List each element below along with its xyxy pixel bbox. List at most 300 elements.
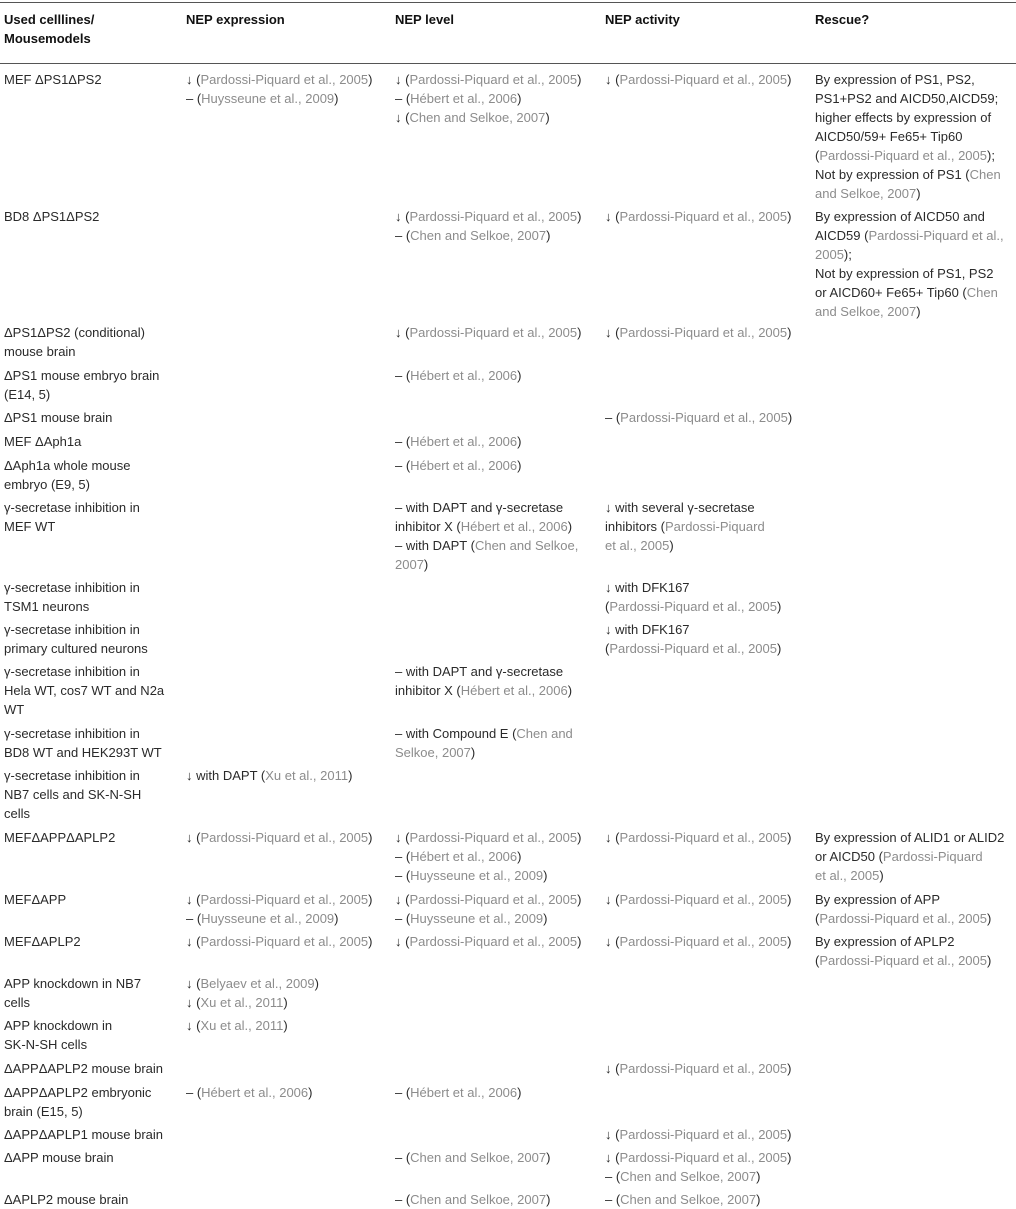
cell-line [395,536,605,555]
cell-text: ); [987,148,995,163]
cell-nep-level [395,932,605,951]
cell-text: MEFΔAPP [4,892,67,907]
cell-nep-expression [186,1016,386,1035]
cell-line [4,932,182,951]
cell-line [815,890,1015,909]
cell-text: ↓ ( [605,1061,620,1076]
cell-line [815,847,1015,866]
cell-text: ↓ with DAPT ( [186,768,266,783]
cell-text: ΔAPLP2 mouse brain [4,1192,129,1207]
citation-text: Pardossi-Piquard et al., 2005 [409,892,578,907]
cell-line [605,207,810,226]
cell-line [4,890,182,909]
cell-line [395,1083,605,1102]
header-bottom-rule [0,63,1016,64]
citation-text: Chen and Selkoe, 2007 [410,228,547,243]
cell-text: ) [283,1018,288,1033]
cell-nep-level [395,207,605,245]
cell-line [605,536,810,555]
cell-used-celllines [4,974,182,1012]
cell-line [815,951,1015,970]
cell-text: ) [517,434,522,449]
cell-text: cells [4,995,31,1010]
cell-text: – ( [395,368,411,383]
cell-line [815,146,1015,165]
cell-text: ↓ with several γ-secretase [605,500,755,515]
cell-nep-activity [605,828,810,847]
cell-line [815,70,1015,89]
cell-line [186,70,386,89]
cell-text: ΔPS1 mouse embryo brain [4,368,160,383]
cell-text: ); [843,247,852,262]
citation-text: Pardossi-Piquard et al., 2005 [409,830,578,845]
cell-text: – ( [186,911,202,926]
cell-text: MEF ΔPS1ΔPS2 [4,72,102,87]
cell-text: ) [517,458,522,473]
cell-text: ) [879,868,884,883]
cell-text: – ( [395,1150,411,1165]
cell-text: ΔAPPΔAPLP2 mouse brain [4,1061,164,1076]
cell-text: ) [577,209,582,224]
cell-text: ↓ ( [605,892,620,907]
cell-text: primary cultured neurons [4,641,148,656]
citation-text: Pardossi-Piquard et al., 2005 [200,830,369,845]
cell-nep-activity [605,1148,810,1186]
citation-text: Pardossi-Piquard et al., 2005 [619,209,788,224]
header-line: Mousemodels [4,31,91,46]
citation-text: Chen and Selkoe, 2007 [409,110,546,125]
cell-text: γ-secretase inhibition in [4,580,140,595]
citation-text: Pardossi-Piquard et al., 2005 [609,599,777,614]
cell-text: ↓ with DFK167 [605,622,690,637]
citation-text: Chen and Selkoe, 2007 [410,1150,547,1165]
cell-text: ↓ ( [395,110,410,125]
citation-text: Pardossi-Piquard et al., 2005 [609,641,777,656]
cell-text: APP knockdown in NB7 [4,976,142,991]
cell-line [4,828,182,847]
cell-text: ) [787,934,792,949]
cell-used-celllines [4,1148,182,1167]
cell-line [4,1083,182,1102]
cell-text: γ-secretase inhibition in [4,726,140,741]
cell-text: inhibitor X ( [395,683,461,698]
cell-used-celllines [4,432,182,451]
citation-text: Hébert et al., 2006 [201,1085,309,1100]
cell-line [815,207,1015,226]
cell-line [605,578,810,597]
citation-text: and Selkoe, 2007 [815,186,917,201]
citation-text: et al., 2005 [605,538,670,553]
cell-nep-expression [186,890,386,928]
cell-text: ↓ ( [186,934,201,949]
cell-text: brain (E15, 5) [4,1104,83,1119]
cell-line [395,323,605,342]
cell-text: ) [368,830,373,845]
cell-line [605,323,810,342]
cell-nep-level [395,1190,605,1209]
cell-rescue [815,890,1015,928]
cell-text: embryo (E9, 5) [4,477,90,492]
cell-text: ↓ ( [395,934,410,949]
cell-line [605,517,810,536]
cell-text: ) [756,1169,761,1184]
cell-line [395,743,605,762]
cell-line [605,890,810,909]
cell-used-celllines [4,1083,182,1121]
cell-text: – ( [395,91,411,106]
cell-text: ) [334,911,339,926]
citation-text: Pardossi-Piquard et al., 2005 [619,1061,788,1076]
cell-line [4,207,182,226]
cell-rescue [815,932,1015,970]
cell-text: ( [815,148,820,163]
cell-text: ) [543,911,548,926]
cell-line [605,408,810,427]
cell-text: ↓ ( [186,892,201,907]
cell-used-celllines [4,1190,182,1209]
cell-line [4,1016,182,1035]
cell-text: ↓ ( [605,209,620,224]
cell-text: ) [577,934,582,949]
cell-text: ) [567,519,573,534]
cell-nep-level [395,724,605,762]
cell-text: TSM1 neurons [4,599,90,614]
cell-line [815,127,1015,146]
cell-rescue [815,207,1015,321]
cell-text: – ( [395,228,411,243]
cell-rescue [815,70,1015,203]
cell-text: – ( [395,434,411,449]
cell-line [4,662,182,681]
citation-text: Pardossi-Piquard et al., 2005 [409,325,578,340]
cell-line [605,620,810,639]
cell-line [186,890,386,909]
citation-text: Pardossi-Piquard et al., 2005 [819,148,987,163]
cell-text: higher effects by expression of [815,110,992,125]
cell-line [4,724,182,743]
citation-text: Chen and Selkoe, 2007 [620,1169,757,1184]
cell-text: ) [368,934,373,949]
cell-nep-activity [605,70,810,89]
cell-rescue [815,828,1015,885]
cell-nep-level [395,1148,605,1167]
cell-nep-level [395,456,605,475]
citation-text: Pardossi-Piquard et al., 2005 [409,209,578,224]
cell-line [395,662,605,681]
cell-text: ↓ ( [605,72,620,87]
cell-line [395,456,605,475]
cell-line [395,724,605,743]
cell-line [186,974,386,993]
cell-text: – with Compound E ( [395,726,517,741]
cell-used-celllines [4,766,182,823]
cell-text: ) [283,995,288,1010]
citation-text: Pardossi-Piquard et al., 2005 [619,934,788,949]
cell-text: BD8 WT and HEK293T WT [4,745,162,760]
citation-text: Belyaev et al., 2009 [200,976,315,991]
cell-line [815,828,1015,847]
cell-line [605,1059,810,1078]
cell-text: ( [605,599,610,614]
cell-line [4,993,182,1012]
cell-nep-level [395,1083,605,1102]
cell-text: ) [787,72,792,87]
citation-text: Hébert et al., 2006 [410,91,518,106]
cell-text: (E14, 5) [4,387,51,402]
cell-text: APP knockdown in [4,1018,113,1033]
cell-nep-activity [605,323,810,342]
citation-text: Xu et al., 2011 [265,768,349,783]
cell-line [4,498,182,517]
cell-line [186,1083,386,1102]
header-line: NEP activity [605,12,680,27]
cell-text: ) [787,892,792,907]
citation-text: Chen and Selkoe, 2007 [410,1192,547,1207]
cell-nep-activity [605,932,810,951]
cell-text: ) [987,911,992,926]
cell-text: ( [815,911,820,926]
cell-line [395,1190,605,1209]
cell-text: ΔAPP mouse brain [4,1150,114,1165]
cell-nep-activity [605,620,810,658]
citation-text: Xu et al., 2011 [200,1018,284,1033]
cell-text: By expression of ALID1 or ALID2 [815,830,1005,845]
cell-text: ) [546,1150,551,1165]
cell-line [395,366,605,385]
cell-text: ↓ ( [395,209,410,224]
cell-text: ) [368,892,373,907]
cell-text: ) [916,304,921,319]
cell-nep-level [395,323,605,342]
cell-text: ) [777,599,782,614]
cell-line [605,1125,810,1144]
cell-text: – ( [186,91,202,106]
cell-text: ) [517,368,522,383]
cell-line [395,207,605,226]
cell-text: NB7 cells and SK-N-SH [4,787,142,802]
cell-text: – ( [395,1085,411,1100]
cell-line [395,1148,605,1167]
cell-text: Hela WT, cos7 WT and N2a [4,683,165,698]
cell-used-celllines [4,1016,182,1054]
cell-line [4,1190,182,1209]
cell-text: By expression of PS1, PS2, [815,72,975,87]
cell-line [4,366,182,385]
citation-text: Pardossi-Piquard et al., 2005 [200,892,369,907]
cell-text: ↓ ( [395,72,410,87]
cell-nep-expression [186,1083,386,1102]
cell-text: or AICD60+ Fe65+ Tip60 ( [815,285,967,300]
citation-text: Pardossi-Piquard [664,519,765,534]
cell-used-celllines [4,1059,182,1078]
cell-text: ) [546,1192,551,1207]
cell-line [395,681,605,700]
cell-text: – ( [605,1192,621,1207]
cell-used-celllines [4,932,182,951]
citation-text: Hébert et al., 2006 [460,683,568,698]
cell-text: MEFΔAPPΔAPLP2 [4,830,116,845]
cell-text: ) [314,976,319,991]
cell-text: inhibitor X ( [395,519,461,534]
cell-text: Not by expression of PS1, PS2 [815,266,994,281]
cell-text: ↓ ( [395,892,410,907]
header-nep-expression [186,10,386,29]
cell-nep-expression [186,932,386,951]
cell-line [4,475,182,494]
cell-text: MEF WT [4,519,56,534]
cell-line [395,517,605,536]
cell-line [395,432,605,451]
citation-text: Pardossi-Piquard et al., 2005 [619,892,788,907]
citation-text: Pardossi-Piquard et al., 2005 [619,830,788,845]
citation-text: Hébert et al., 2006 [410,849,518,864]
cell-used-celllines [4,207,182,226]
cell-text: SK-N-SH cells [4,1037,88,1052]
cell-used-celllines [4,828,182,847]
cell-text: ↓ ( [186,830,201,845]
cell-text: – ( [395,1192,411,1207]
cell-line [395,555,605,574]
cell-text: ) [334,91,339,106]
cell-line [186,932,386,951]
cell-line [4,323,182,342]
cell-line [395,866,605,885]
cell-text: By expression of AICD50 and [815,209,985,224]
cell-text: ) [546,228,551,243]
cell-text: – with DAPT ( [395,538,475,553]
cell-text: WT [4,702,25,717]
header-line: Used celllines/ [4,12,95,27]
citation-text: Hébert et al., 2006 [460,519,568,534]
cell-used-celllines [4,620,182,658]
cell-used-celllines [4,70,182,89]
cell-text: γ-secretase inhibition in [4,622,140,637]
cell-line [395,909,605,928]
cell-text: – ( [605,410,621,425]
cell-line [815,264,1015,283]
cell-text: ) [787,830,792,845]
citation-text: 2007 [395,557,424,572]
citation-text: Pardossi-Piquard et al., 2005 [200,934,369,949]
cell-text: ) [787,325,792,340]
cell-line [605,1167,810,1186]
cell-text: By expression of APLP2 [815,934,955,949]
cell-line [815,245,1015,264]
cell-text: γ-secretase inhibition in [4,664,140,679]
cell-text: or AICD50 ( [815,849,883,864]
citation-text: Pardossi-Piquard et al., 2005 [819,953,987,968]
cell-text: Not by expression of PS1 ( [815,167,970,182]
citation-text: Pardossi-Piquard [882,849,983,864]
cell-text: – ( [395,911,411,926]
citation-text: Chen and Selkoe, 2007 [620,1192,757,1207]
cell-line [186,1016,386,1035]
cell-line [4,743,182,762]
cell-line [815,226,1015,245]
cell-line [815,165,1015,184]
cell-nep-level [395,828,605,885]
cell-line [395,70,605,89]
cell-text: BD8 ΔPS1ΔPS2 [4,209,100,224]
cell-line [395,89,605,108]
cell-nep-expression [186,766,386,785]
cell-text: ) [517,91,522,106]
header-nep-level [395,10,605,29]
cell-line [4,597,182,616]
citation-text: Hébert et al., 2006 [410,1085,518,1100]
cell-text: ) [787,1127,792,1142]
cell-text: ↓ ( [395,830,410,845]
cell-text: ) [543,868,548,883]
cell-text: ) [787,410,793,425]
cell-line [395,932,605,951]
cell-line [605,932,810,951]
cell-text: ( [605,641,610,656]
cell-line [4,70,182,89]
cell-text: cells [4,806,31,821]
cell-text: ΔAph1a whole mouse [4,458,131,473]
cell-line [395,498,605,517]
cell-text: ΔPS1ΔPS2 (conditional) [4,325,145,340]
cell-line [815,89,1015,108]
header-line: NEP level [395,12,455,27]
cell-text: ↓ with DFK167 [605,580,690,595]
cell-text: ↓ ( [605,830,620,845]
cell-text: ↓ ( [605,1150,620,1165]
citation-text: Chen [966,285,998,300]
citation-text: Pardossi-Piquard et al., 2005 [619,325,788,340]
cell-used-celllines [4,890,182,909]
cell-nep-expression [186,828,386,847]
cell-line [395,108,605,127]
cell-nep-activity [605,578,810,616]
cell-nep-activity [605,1190,810,1209]
cell-used-celllines [4,724,182,762]
cell-text: – ( [605,1169,621,1184]
cell-used-celllines [4,578,182,616]
cell-line [4,432,182,451]
citation-text: Hébert et al., 2006 [410,458,518,473]
cell-nep-level [395,432,605,451]
cell-line [4,620,182,639]
cell-line [815,184,1015,203]
cell-text: ) [577,325,582,340]
cell-text: – ( [395,868,411,883]
table-top-rule [0,2,1016,3]
cell-text: MEFΔAPLP2 [4,934,81,949]
cell-line [4,1125,182,1144]
citation-text: 2005 [815,247,844,262]
cell-nep-activity [605,890,810,909]
cell-text: ↓ ( [605,1127,620,1142]
cell-nep-level [395,366,605,385]
cell-line [4,974,182,993]
cell-line [605,1190,810,1209]
cell-text: ↓ ( [186,995,201,1010]
cell-used-celllines [4,498,182,536]
header-line: NEP expression [186,12,285,27]
citation-text: Pardossi-Piquard et al., 2005 [409,72,578,87]
cell-line [4,456,182,475]
cell-line [4,766,182,785]
cell-text: ↓ ( [186,1018,201,1033]
cell-text: ) [517,849,522,864]
cell-line [4,578,182,597]
cell-text: ↓ ( [605,934,620,949]
cell-text: ) [545,110,550,125]
cell-text: ΔAPPΔAPLP2 embryonic [4,1085,152,1100]
cell-text: – ( [395,849,411,864]
